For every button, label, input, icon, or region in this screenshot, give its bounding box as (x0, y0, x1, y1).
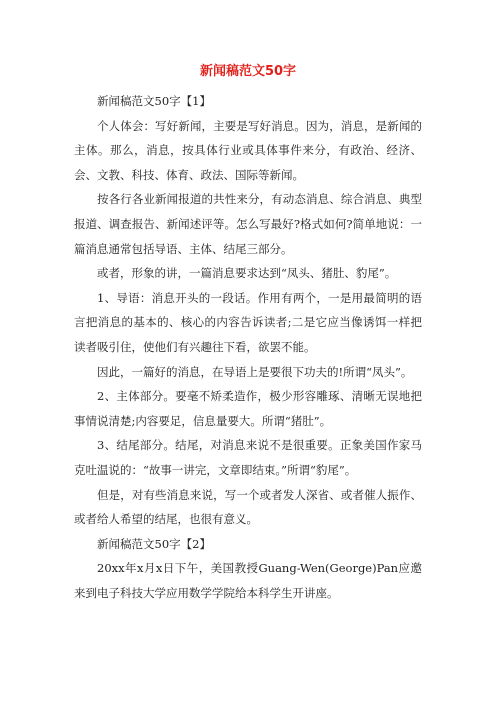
section-heading: 新闻稿范文50字【2】 (97, 536, 211, 551)
body-paragraph: 2、主体部分。要毫不矫柔造作，极少形容雕琢、清晰无误地把事情说清楚;内容要足，信息量要大。所谓“猪肚”。 (74, 389, 422, 428)
body-paragraph: 3、结尾部分。结尾，对消息来说不是很重要。正象美国作家马克吐温说的：“故事一讲完，文章即结束。”所谓“豹尾”。 (74, 438, 422, 477)
body-paragraph: 20xx年x月x日下午，美国教授Guang-Wen(George)Pan应邀来到电子科技大学应用数学学院给本科学生开讲座。 (74, 561, 422, 600)
document-title: 新闻稿范文50字 (199, 64, 297, 79)
body-paragraph: 因此，一篇好的消息，在导语上是要很下功夫的!所谓“凤头”。 (97, 364, 413, 379)
body-paragraph: 1、导语：消息开头的一段话。作用有两个，一是用最简明的语言把消息的基本的、核心的内容告诉读者;二是它应当像诱饵一样把读者吸引住，使他们有兴趣往下看，欲罢不能。 (74, 290, 422, 354)
body-paragraph: 或者，形象的讲，一篇消息要求达到“凤头、猪肚、豹尾”。 (97, 266, 397, 281)
body-paragraph: 个人体会：写好新闻，主要是写好消息。因为，消息，是新闻的主体。那么，消息，按具体行业或具体事件来分，有政治、经济、会、文教、科技、体育、政法、国际等新闻。 (74, 118, 422, 182)
section-heading: 新闻稿范文50字【1】 (97, 94, 211, 108)
body-paragraph: 按各行各业新闻报道的共性来分，有动态消息、综合消息、典型报道、调查报告、新闻述评等。怎么写最好?格式如何?简单地说：一篇消息通常包括导语、主体、结尾三部分。 (74, 192, 422, 256)
body-paragraph: 但是，对有些消息来说，写一个或者发人深省、或者催人振作、或者给人希望的结尾，也很有意义。 (74, 487, 422, 527)
